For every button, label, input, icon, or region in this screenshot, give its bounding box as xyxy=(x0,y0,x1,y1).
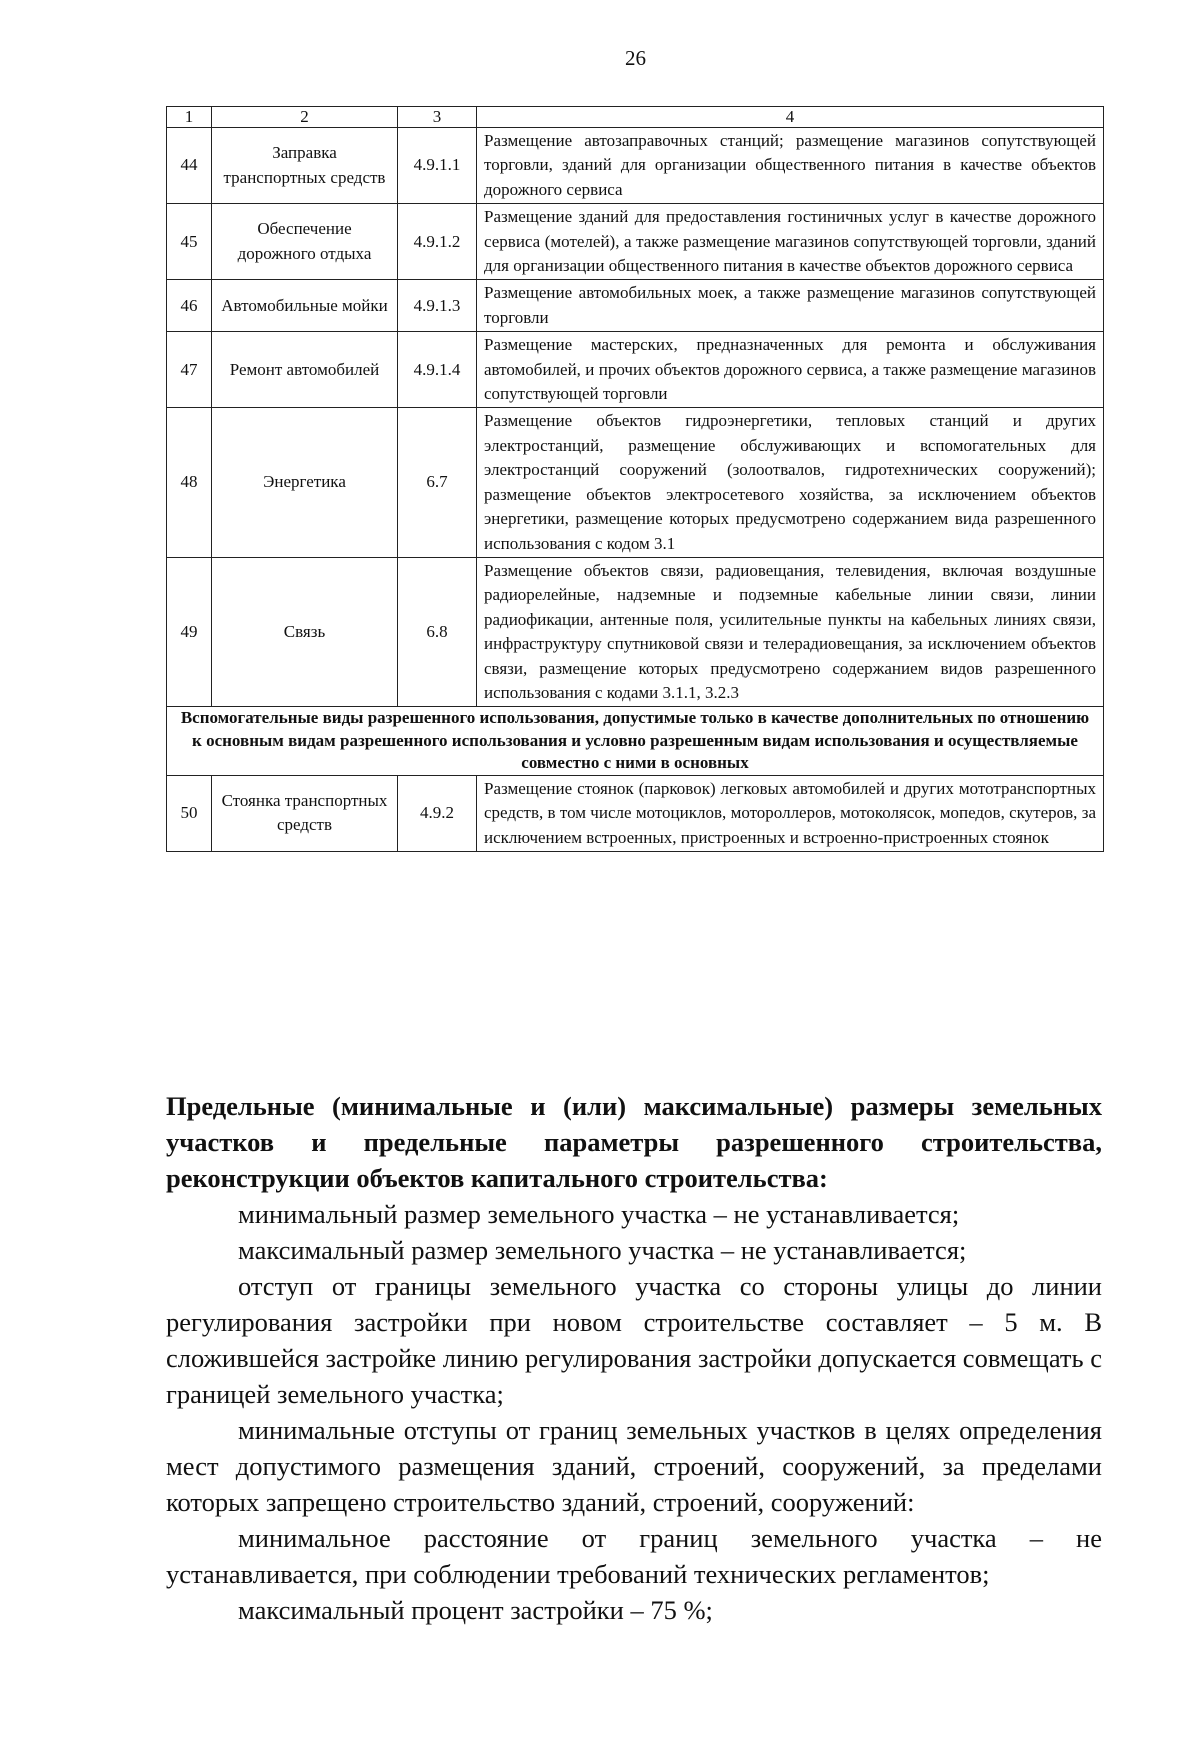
table-row xyxy=(167,128,1104,204)
parameters-text xyxy=(166,1088,1102,1628)
header-col-3: 3 xyxy=(398,107,477,128)
section-title: Вспомогательные виды разрешенного использования, допустимые только в качестве дополнительных по отношению к основным видам разрешенного использования и условно разрешенным видам использования и осуществляемые совместно с ними в основных xyxy=(167,707,1104,776)
table-row xyxy=(167,557,1104,706)
row-number: 44 xyxy=(167,128,212,204)
table-row xyxy=(167,332,1104,408)
use-name: Стоянка транспортных средств xyxy=(212,775,398,851)
use-name: Заправка транспортных средств xyxy=(212,128,398,204)
use-description: Размещение зданий для предоставления гостиничных услуг в качестве дорожного сервиса (мотелей), а также размещение магазинов сопутствующей торговли, зданий для организации общественного питания в качестве объектов дорожного сервиса xyxy=(477,204,1104,280)
paragraph: минимальное расстояние от границ земельного участка – не устанавливается, при соблюдении требований технических регламентов; xyxy=(166,1523,1102,1589)
section-heading: Предельные (минимальные и (или) максимальные) размеры земельных участков и предельные параметры разрешенного строительства, реконструкции объектов капитального строительства: xyxy=(166,1091,1102,1193)
row-number: 45 xyxy=(167,204,212,280)
use-code: 4.9.1.2 xyxy=(398,204,477,280)
use-name: Ремонт автомобилей xyxy=(212,332,398,408)
use-name: Связь xyxy=(212,557,398,706)
use-name: Энергетика xyxy=(212,408,398,557)
use-code: 4.9.1.3 xyxy=(398,280,477,332)
row-number: 46 xyxy=(167,280,212,332)
paragraph: минимальный размер земельного участка – не устанавливается; xyxy=(238,1199,960,1229)
row-number: 47 xyxy=(167,332,212,408)
use-code: 4.9.1.1 xyxy=(398,128,477,204)
use-description: Размещение мастерских, предназначенных для ремонта и обслуживания автомобилей, и прочих объектов дорожного сервиса, а также размещение магазинов сопутствующей торговли xyxy=(477,332,1104,408)
header-col-4: 4 xyxy=(477,107,1104,128)
use-code: 6.7 xyxy=(398,408,477,557)
use-name: Обеспечение дорожного отдыха xyxy=(212,204,398,280)
row-number: 48 xyxy=(167,408,212,557)
use-code: 4.9.1.4 xyxy=(398,332,477,408)
use-description: Размещение автомобильных моек, а также размещение магазинов сопутствующей торговли xyxy=(477,280,1104,332)
header-col-1: 1 xyxy=(167,107,212,128)
header-col-2: 2 xyxy=(212,107,398,128)
use-description: Размещение автозаправочных станций; размещение магазинов сопутствующей торговли, зданий для организации общественного питания в качестве объектов дорожного сервиса xyxy=(477,128,1104,204)
use-code: 4.9.2 xyxy=(398,775,477,851)
row-number: 50 xyxy=(167,775,212,851)
table-row xyxy=(167,775,1104,851)
table-row xyxy=(167,280,1104,332)
table-row xyxy=(167,204,1104,280)
use-description: Размещение стоянок (парковок) легковых автомобилей и других мототранспортных средств, в том числе мотоциклов, мотороллеров, мотоколясок, мопедов, скутеров, за исключением встроенных, пристроенных и встроенно-пристроенных стоянок xyxy=(477,775,1104,851)
use-code: 6.8 xyxy=(398,557,477,706)
paragraph: отступ от границы земельного участка со стороны улицы до линии регулирования застройки при новом строительстве составляет – 5 м. В сложившейся застройке линию регулирования застройки допускается совмещать с границей земельного участка; xyxy=(166,1271,1102,1409)
page-number: 26 xyxy=(625,46,646,70)
use-description: Размещение объектов гидроэнергетики, тепловых станций и других электростанций, размещение обслуживающих и вспомогательных для электростанций сооружений (золоотвалов, гидротехнических сооружений); размещение объектов электросетевого хозяйства, за исключением объектов энергетики, размещение которых предусмотрено содержанием вида разрешенного использования с кодом 3.1 xyxy=(477,408,1104,557)
paragraph: максимальный размер земельного участка – не устанавливается; xyxy=(238,1235,967,1265)
row-number: 49 xyxy=(167,557,212,706)
land-use-table xyxy=(166,106,1104,852)
table-row xyxy=(167,408,1104,557)
section-row xyxy=(167,707,1104,776)
paragraph: минимальные отступы от границ земельных участков в целях определения мест допустимого размещения зданий, строений, сооружений, за пределами которых запрещено строительство зданий, строений, сооружений: xyxy=(166,1415,1102,1517)
use-name: Автомобильные мойки xyxy=(212,280,398,332)
use-description: Размещение объектов связи, радиовещания, телевидения, включая воздушные радиорелейные, надземные и подземные кабельные линии связи, линии радиофикации, антенные поля, усилительные пункты на кабельных линиях связи, инфраструктуру спутниковой связи и телерадиовещания, за исключением объектов связи, размещение которых предусмотрено содержанием видов разрешенного использования с кодами 3.1.1, 3.2.3 xyxy=(477,557,1104,706)
table-header-row xyxy=(167,107,1104,128)
paragraph: максимальный процент застройки – 75 %; xyxy=(238,1595,713,1625)
